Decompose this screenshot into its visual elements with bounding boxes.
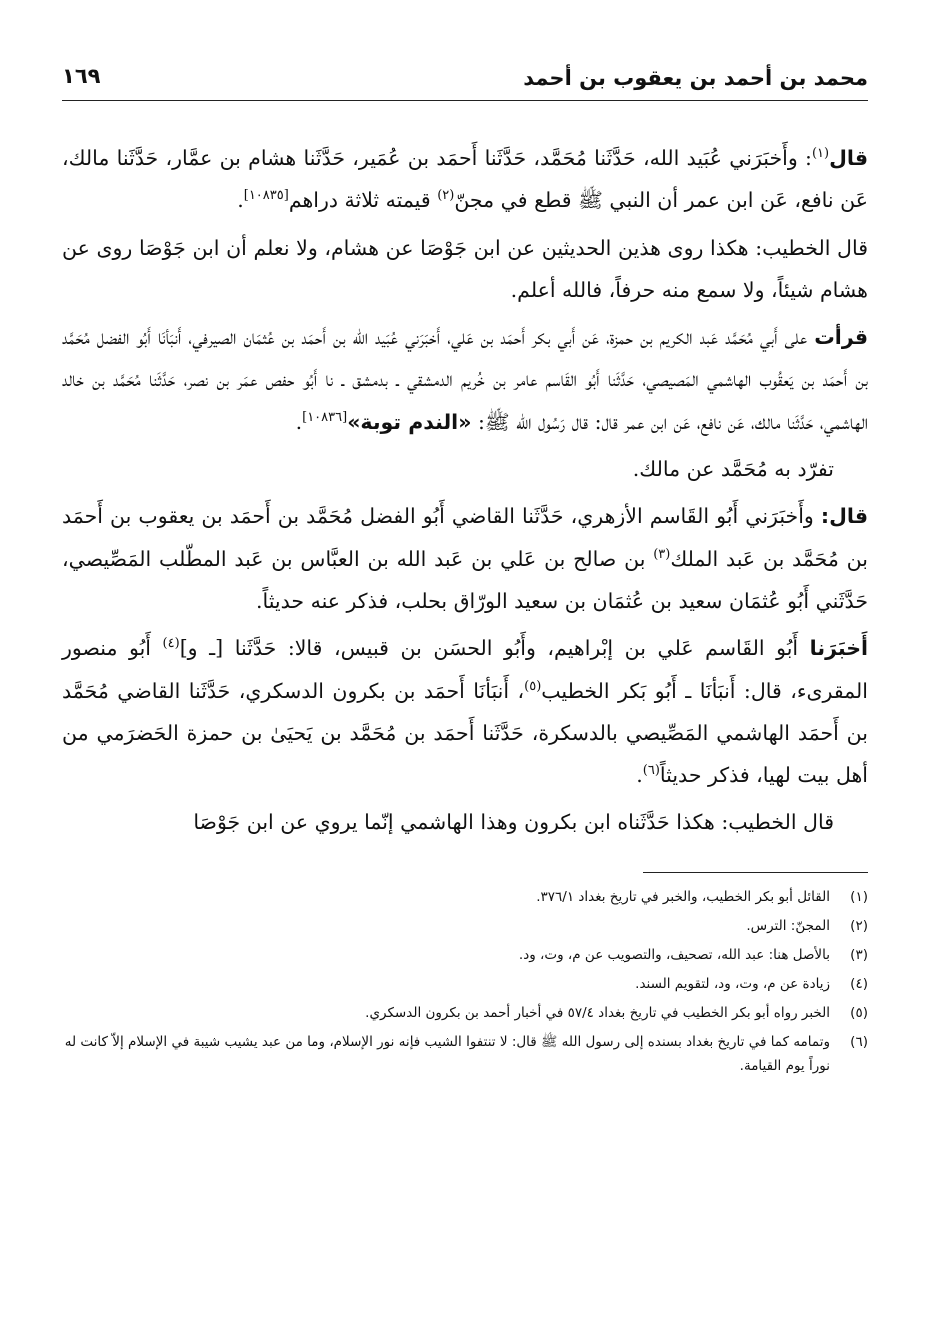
footnote-number: (١) [850, 888, 868, 905]
paragraph-6 [62, 627, 868, 796]
paragraph-lead: أَخبَرَنا [809, 636, 868, 661]
paragraph-text: وأَخبَرَني أَبُو القَاسم الأزهري، حَدَّثَنا القاضي أَبُو الفضل مُحَمَّد بن أَحمَد بن يعقوب بن أَحمَد بن مُحَمَّد بن عَبد الملك [62, 504, 868, 571]
paragraph-lead: قال [829, 146, 868, 170]
paragraph-lead: قرأت [814, 325, 868, 350]
footnote-text: الخبر رواه أبو بكر الخطيب في تاريخ بغداد ٥٧/٤ في أخبار أحمد بن بكرون الدسكري. [365, 1004, 830, 1021]
footnote-item [62, 972, 868, 996]
footnote-item [62, 1030, 868, 1078]
paragraph-3 [62, 316, 868, 443]
footnote-marker[interactable]: (١) [811, 146, 830, 162]
hadith-quote: «الندم توبة» [347, 409, 472, 434]
paragraph-text: بن صالح بن عَلي بن عَبد الله بن العبَّاس بن عَبد المطّلب المَصِّيصي، حَدَّثَني أَبُو عُثمَان سعيد بن عُثمَان بن سعيد الورّاق بحلب، فذكر عنه حديثاً. [62, 546, 868, 613]
footnote-number: (٢) [850, 917, 868, 934]
footnote-text: وتمامه كما في تاريخ بغداد بسنده إلى رسول الله ﷺ قال: لا تنتفوا الشيب فإنه نور الإسلام، وما من عبد يشيب شيبة في الإسلام إلاّ كانت له نوراً يوم القيامة. [64, 1033, 830, 1074]
footnote-divider [643, 872, 868, 873]
paragraph-5 [62, 495, 868, 622]
footnote-number: (٤) [850, 975, 868, 992]
paragraph-1 [62, 137, 868, 222]
footnote-number: (٦) [850, 1033, 868, 1050]
paragraph-text: على أَبي مُحَمَّد عَبد الكريم بن حمزة، عَن أَبي بكر أَحمَد بن عَلي، أَخبَرَني عُبَيد الله بن أَحمَد بن عُثمَان الصيرفي، أَنبَأنَا أَبُو الفضل مُحَمَّد بن أَحمَد بن يَعقُوب الهاشمي المَصيصي، حَدَّثَنا أَبُو القَاسم عامر بن خُريم الدمشقي ـ بدمشق ـ نا أَبُو حفص عمَر بن نصر، حَدَّثَنا مُحَمَّد بن خالد الهاشمي، حَدَّثَنا مالك، عَن نافع، عَن ابن عمر قال: قال رَسُول الله ﷺ: [62, 325, 868, 434]
main-text [62, 137, 868, 844]
footnote-marker[interactable]: (٥) [524, 678, 542, 694]
footnote-marker[interactable]: (٢) [437, 188, 455, 204]
page-number: ١٦٩ [62, 64, 101, 88]
paragraph-text: قال الخطيب: هكذا روى هذين الحديثين عن ابن جَوْصَا عن هشام، ولا نعلم أن ابن جَوْصَا روى عن هشام شيئاً، ولا سمع منه حرفاً، فالله أعلم. [62, 235, 868, 302]
paragraph-end: . [237, 188, 244, 213]
paragraph-text: قيمته ثلاثة دراهم [288, 188, 438, 213]
footnote-number: (٥) [850, 1004, 868, 1021]
book-page [62, 60, 868, 1083]
paragraph-text: : وأَخبَرَني عُبَيد الله، حَدَّثَنا مُحَمَّد، حَدَّثَنا أَحمَد بن عُمَير، حَدَّثَنا هشام بن عمَّار، حَدَّثَنا مالك، عَن نافع، عَن ابن عمر أن النبي ﷺ قطع في مجنّ [62, 146, 868, 213]
footnote-item [62, 1001, 868, 1025]
footnote-text: بالأصل هنا: عبد الله، تصحيف، والتصويب عن م، وت، ود. [518, 946, 830, 963]
footnote-item [62, 943, 868, 967]
paragraph-text: تفرّد به مُحَمَّد عن مالك. [632, 457, 834, 482]
footnote-marker[interactable]: (٤) [162, 636, 180, 652]
footnotes [62, 885, 868, 1078]
hadith-number: [١٠٨٣٦] [302, 409, 348, 425]
paragraph-4 [62, 448, 868, 490]
footnote-text: القائل أبو بكر الخطيب، والخبر في تاريخ بغداد ٣٧٦/١. [536, 888, 830, 905]
paragraph-7 [62, 801, 868, 843]
running-title: محمد بن أحمد بن يعقوب بن أحمد [523, 66, 868, 90]
footnote-marker[interactable]: (٦) [642, 763, 660, 779]
hadith-number: [١٠٨٣٥] [243, 188, 289, 204]
footnote-text: المجنّ: الترس. [746, 917, 830, 934]
paragraph-end: . [295, 409, 303, 434]
footnote-marker[interactable]: (٣) [653, 546, 671, 562]
paragraph-2 [62, 227, 868, 312]
paragraph-text: أَبُو منصور المقرىء، قال: أَنبَأنَا ـ أَبُو بَكر الخطيب [62, 636, 868, 703]
footnote-text: زيادة عن م، وت، ود، لتقويم السند. [635, 975, 830, 992]
paragraph-lead: قال: [820, 504, 868, 529]
paragraph-text: ، أَنبَأنَا أَحمَد بن بكرون الدسكري، حَدَّثَنا القاضي مُحَمَّد بن أَحمَد الهاشمي المَصِّيصي بالدسكرة، حَدَّثَنا أَحمَد بن مُحَمَّد بن يَحيَىٰ بن حمزة الحَضرَمي من أهل بيت لهيا، فذكر حديثاً [62, 678, 868, 788]
paragraph-end: . [636, 763, 643, 788]
footnote-item [62, 914, 868, 938]
footnote-number: (٣) [850, 946, 868, 963]
running-header [62, 60, 868, 101]
paragraph-text: قال الخطيب: هكذا حَدَّثَناه ابن بكرون وهذا الهاشمي إنّما يروي عن ابن جَوْصَا [193, 810, 834, 835]
paragraph-text: أَبُو القَاسم عَلي بن إبْراهيم، وأَبُو الحسَن بن قبيس، قالا: حَدَّثَنا [ـ و] [179, 636, 810, 661]
footnote-item [62, 885, 868, 909]
